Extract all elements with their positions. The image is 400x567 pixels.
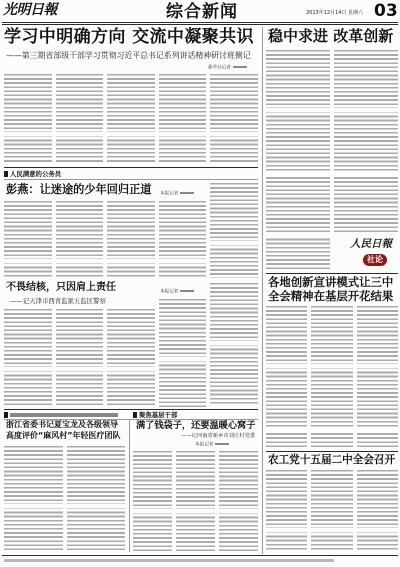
section-tag-grassroots: 聚焦基层干部: [139, 410, 178, 419]
body-text-column: [107, 74, 155, 164]
story-1-byline: [160, 192, 194, 197]
section-tag-rule: [4, 179, 258, 180]
body-text-column: [107, 309, 155, 407]
story-1-headline: 彭燕：让迷途的少年回归正道: [6, 183, 152, 196]
right-story-2-headline: 农工党十五届二中全会召开: [268, 454, 396, 466]
byline-label: 新华社记者: [208, 65, 231, 71]
body-text-column: [4, 309, 52, 407]
bottom-left-headline-line-1: 浙江省委书记夏宝龙及各级领导: [6, 420, 118, 429]
story-2-headline: 不畏结核，只因肩上责任: [6, 282, 116, 293]
body-text-column: [266, 470, 307, 552]
body-text-column: [176, 451, 215, 552]
story-2-subheadline: ——记天津市西青监狱五监区警察: [10, 297, 106, 305]
byline-label: 本报记者: [195, 442, 214, 448]
body-text-column: [159, 201, 207, 278]
body-text-column: [133, 451, 172, 552]
lead-headline: 学习中明确方向 交流中凝聚共识: [4, 27, 254, 47]
column-divider: [129, 420, 130, 552]
grassroots-byline: [195, 443, 229, 448]
body-text-column: [311, 306, 352, 448]
body-text-column: [266, 50, 330, 270]
editorial-headline: 稳中求进 改革创新: [268, 27, 394, 45]
masthead-rule: [2, 22, 398, 23]
body-text-column: [4, 446, 63, 552]
section-rule: [4, 167, 258, 168]
section-tag-marker: [133, 412, 137, 418]
masthead-rule-thin: [2, 24, 398, 25]
right-column-rule: [266, 273, 398, 274]
right-story-1-headline-line-2: 全会精神在基层开花结果: [268, 289, 394, 303]
body-text-column: [357, 306, 398, 448]
byline-name-text: [233, 66, 247, 68]
body-text-column: [159, 74, 207, 164]
story-2-byline: [160, 290, 194, 295]
body-text-column: [107, 201, 155, 278]
column-divider: [262, 27, 263, 554]
byline-name-text: [180, 192, 194, 194]
lead-subheadline: ——第三期省部级干部学习贯彻习近平总书记系列讲话精神研讨班侧记: [6, 51, 251, 60]
section-tag-marker: [4, 171, 8, 177]
editorial-logo-badge: [363, 254, 387, 266]
right-column-rule: [266, 451, 398, 452]
bottom-left-headline-line-2: 高度评价“麻风村”年轻医疗团队: [6, 431, 121, 440]
editorial-logo-label: 社论: [367, 255, 383, 264]
footer-credits-text: [4, 559, 334, 562]
byline-name-text: [215, 443, 229, 445]
body-text-column: [56, 201, 104, 278]
body-text-column: [334, 50, 398, 234]
grassroots-headline: 满了钱袋子，还要温暖心窝子: [136, 420, 256, 431]
body-text-column: [219, 451, 258, 552]
editorial-logo: [349, 238, 398, 270]
body-text-column: [56, 309, 104, 407]
section-tag-civil-servant: 人民满意的公务员: [10, 170, 62, 178]
body-text-column: [4, 74, 52, 164]
lead-byline: [208, 66, 247, 71]
section-tag-marker: [4, 412, 8, 418]
page-section-title: 综合新闻: [166, 2, 238, 22]
byline-label: 本报记者: [160, 289, 179, 295]
body-text-column: [159, 299, 207, 407]
issue-date: 2013年12月14日 星期六: [306, 10, 364, 16]
footer-rule: [2, 555, 398, 556]
body-text-column: [4, 201, 52, 278]
section-tag-text: [10, 413, 118, 417]
right-story-1-headline-line-1: 各地创新宣讲模式让三中: [268, 275, 394, 289]
body-text-column: [311, 470, 352, 552]
bottom-section-rule: [4, 409, 258, 410]
editorial-logo-name: 人民日報: [350, 238, 392, 250]
body-text-column: [266, 306, 307, 448]
byline-label: 本报记者: [160, 191, 179, 197]
grassroots-subheadline: ——记河南省新乡市刘庄村党委: [181, 433, 256, 439]
body-text-column: [210, 74, 258, 164]
body-text-column: [56, 74, 104, 164]
body-text-column: [67, 446, 126, 552]
newspaper-logo: 光明日報: [3, 2, 57, 18]
body-text-column: [357, 470, 398, 552]
body-text-column: [210, 183, 258, 278]
byline-name-text: [180, 290, 194, 292]
page-number: 03: [374, 1, 398, 21]
body-text-column: [210, 283, 258, 407]
